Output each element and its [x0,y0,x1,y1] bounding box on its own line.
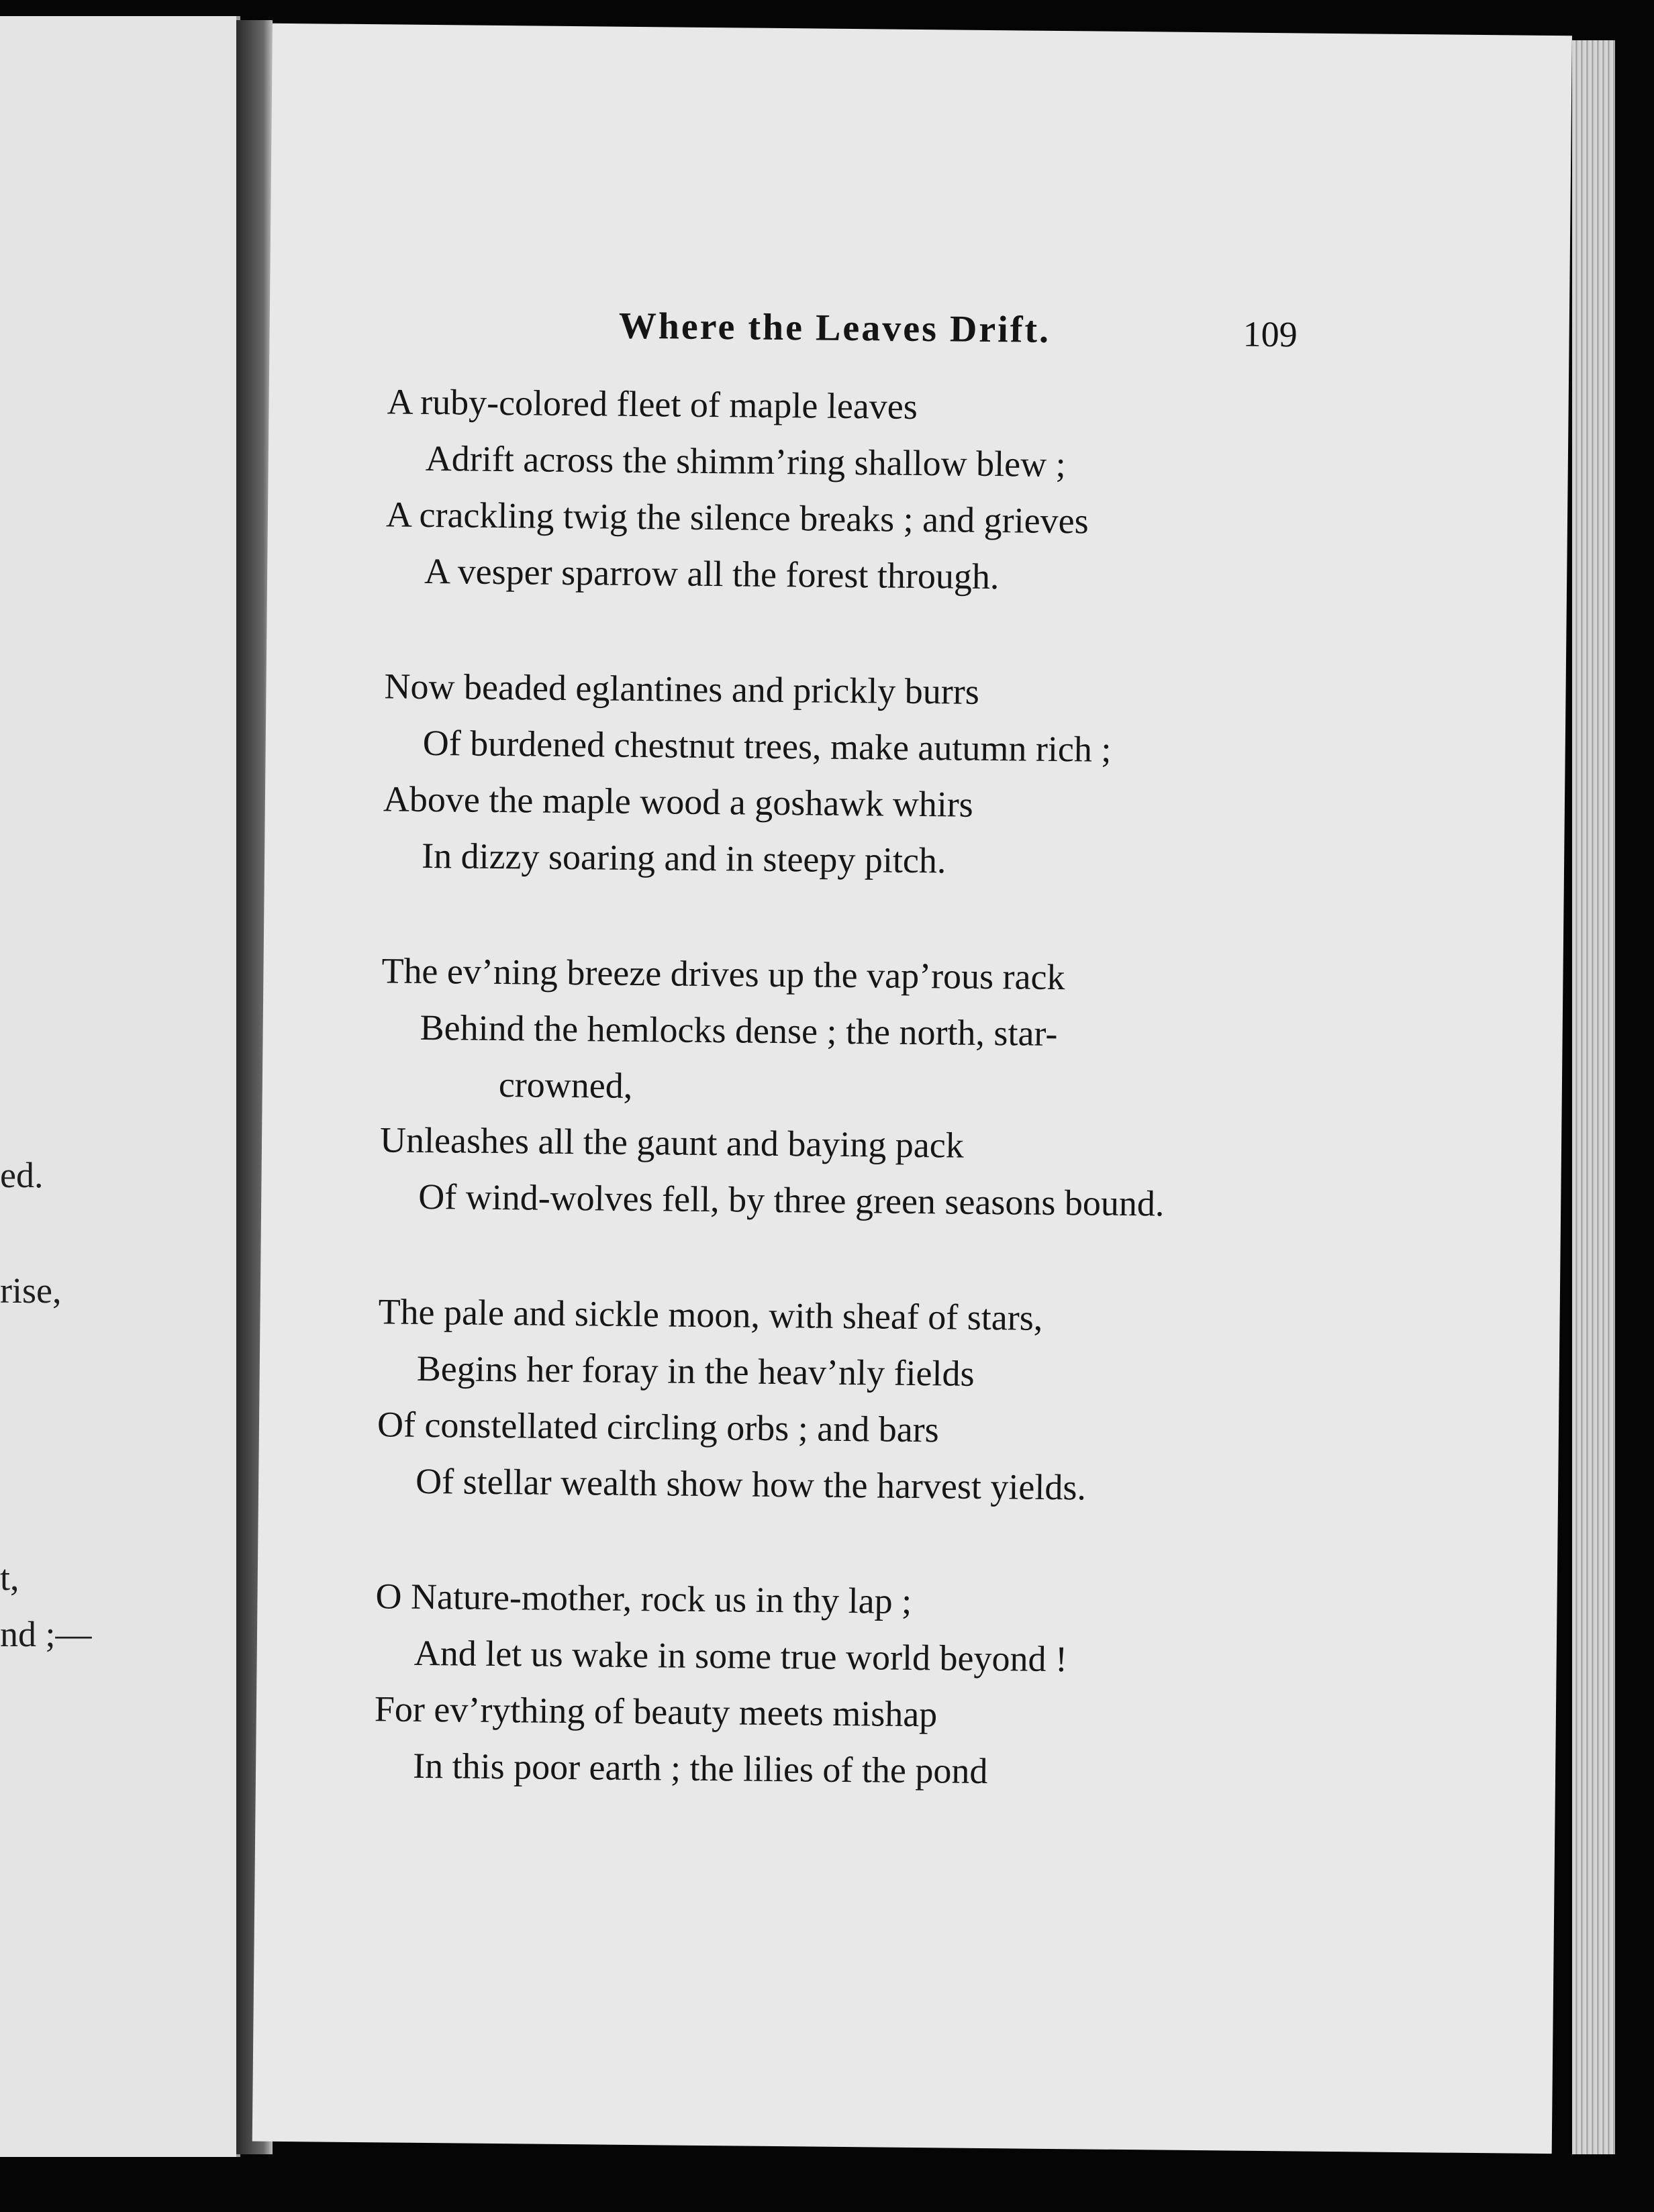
poem-line: crowned, [498,1064,633,1106]
poem-line: Adrift across the shimm’ring shallow blew ; [425,438,1066,485]
poem-line: Now beaded eglantines and prickly burrs [384,666,980,712]
previous-page-fragment: t, [0,1558,19,1598]
poem-line: A crackling twig the silence breaks ; and grieves [385,494,1089,542]
poem-line: The pale and sickle moon, with sheaf of stars, [378,1291,1043,1338]
stanza [377,1283,1520,1519]
poem-line: In dizzy soaring and in steepy pitch. [421,835,946,881]
poem-line: A vesper sparrow all the forest through. [424,550,1000,597]
page-number: 109 [1243,313,1298,355]
previous-page-fragment: rise, [0,1270,62,1311]
poem-line: For ev’rything of beauty meets mishap [374,1689,938,1735]
poem-line: Of wind-wolves fell, by three green seasons bound. [418,1176,1165,1224]
poem-line: Of constellated circling orbs ; and bars [377,1404,940,1450]
running-head [269,301,1569,368]
previous-page-fragment: ed. [0,1155,44,1195]
poem-line: Unleashes all the gaunt and baying pack [379,1119,965,1166]
poem-line: A ruby-colored fleet of maple leaves [387,381,918,427]
poem-line: Of burdened chestnut trees, make autumn rich ; [422,722,1112,770]
poem-line: Above the maple wood a goshawk whirs [383,778,974,825]
stanza [385,373,1528,609]
previous-page-fragment: nd ;— [0,1614,92,1654]
poem-line: In this poor earth ; the lilies of the pond [412,1745,988,1792]
stanza [383,658,1526,894]
poem-line: The ev’ning breeze drives up the vap’rous rack [381,950,1065,998]
previous-page [0,16,240,2157]
poem-line: Of stellar wealth show how the harvest yields. [415,1460,1087,1508]
poem-line: Behind the hemlocks dense ; the north, star- [420,1007,1058,1054]
poem-line: And let us wake in some true world beyond ! [414,1632,1068,1680]
stanza [374,1568,1517,1804]
stanza [379,942,1523,1235]
page-edges [1572,40,1615,2154]
poem-line: O Nature-mother, rock us in thy lap ; [375,1576,912,1621]
poem-body [373,373,1528,1863]
running-head-title: Where the Leaves Drift. [618,305,1051,351]
current-page [252,23,1572,2154]
poem-line: Begins her foray in the heav’nly fields [416,1348,975,1394]
